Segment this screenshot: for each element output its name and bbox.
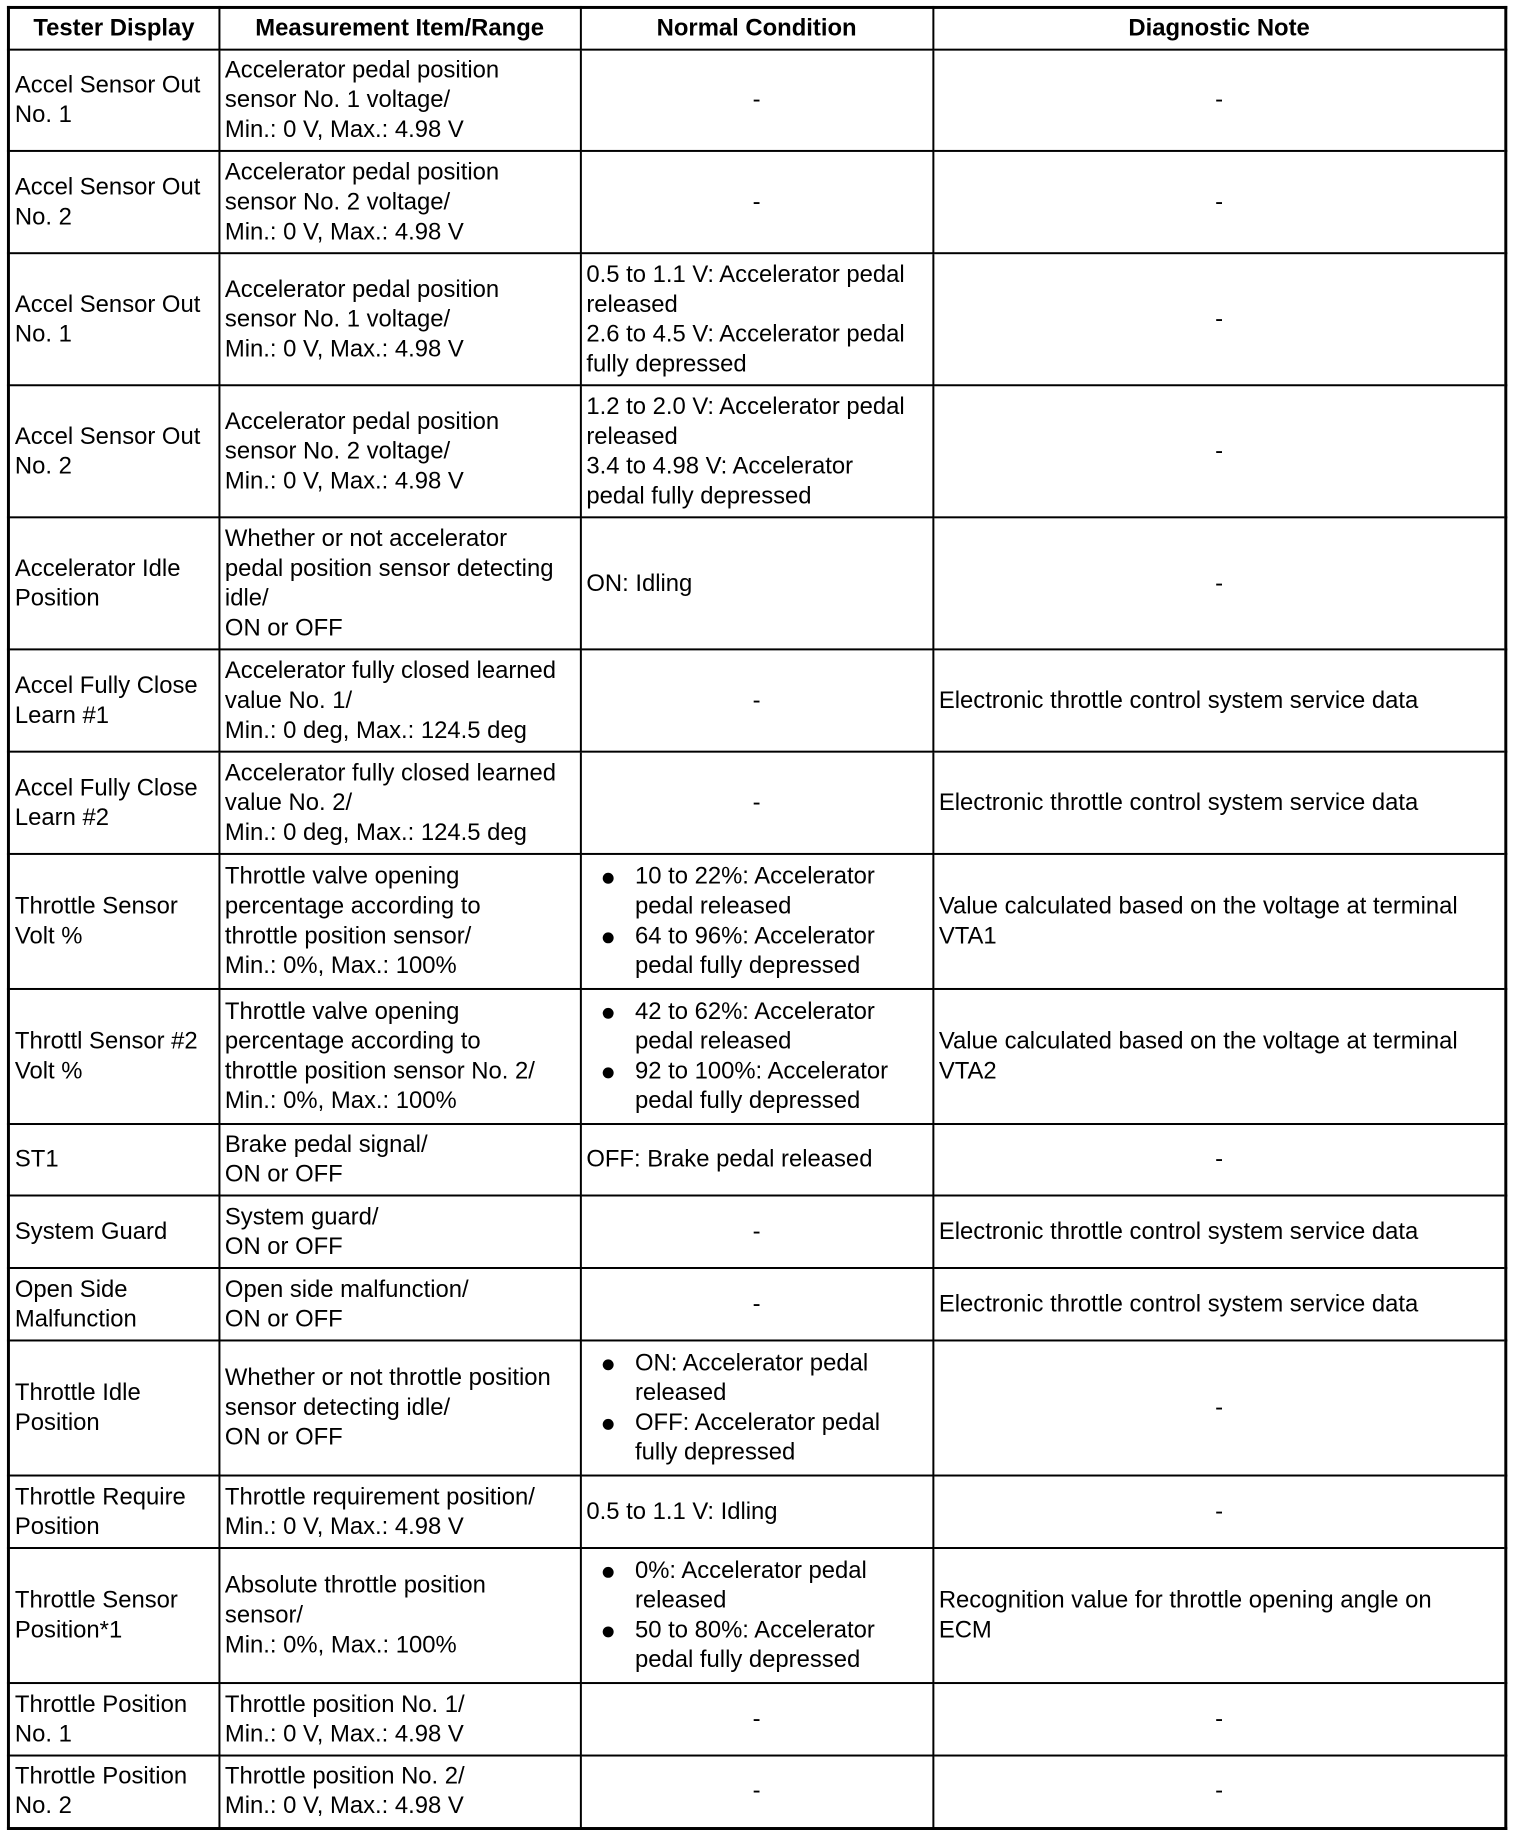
measurement-line: ON or OFF xyxy=(224,1305,343,1333)
bullet-line: 42 to 62%: Accelerator xyxy=(634,997,875,1025)
bullet-line: pedal fully depressed xyxy=(634,1087,861,1115)
diagnostic-note-line: - xyxy=(1215,1705,1224,1733)
cell-measurement-item xyxy=(219,253,580,385)
table-row xyxy=(8,1268,1505,1340)
measurement-line: sensor No. 2 voltage/ xyxy=(224,188,451,215)
cell-normal-condition xyxy=(580,253,932,385)
measurement-line: Brake pedal signal/ xyxy=(224,1130,428,1158)
cell-normal-condition xyxy=(580,1756,932,1828)
table-row xyxy=(8,253,1505,385)
cell-diagnostic-note xyxy=(933,517,1506,649)
cell-tester-display xyxy=(8,385,219,517)
measurement-line: pedal position sensor detecting xyxy=(224,554,554,582)
bullet-item xyxy=(586,1556,927,1616)
diagnostic-note-line: - xyxy=(1215,1145,1224,1173)
table-row xyxy=(8,50,1505,151)
tester-display-line: Accel Fully Close xyxy=(14,774,198,801)
normal-condition-line: - xyxy=(752,86,761,114)
bullet-item xyxy=(586,1616,927,1676)
cell-measurement-item xyxy=(219,752,580,854)
measurement-line: percentage according to xyxy=(224,892,481,920)
cell-tester-display xyxy=(8,1756,219,1828)
cell-measurement-item xyxy=(219,151,580,253)
table-row xyxy=(8,151,1505,253)
table-row xyxy=(8,649,1505,751)
diagnostic-note-line: VTA1 xyxy=(938,922,997,950)
bullet-icon xyxy=(602,873,613,884)
tester-display-line: No. 2 xyxy=(14,452,72,480)
cell-diagnostic-note xyxy=(933,1476,1506,1548)
measurement-line: Min.: 0 V, Max.: 4.98 V xyxy=(224,1792,464,1820)
cell-normal-condition xyxy=(580,1196,932,1268)
cell-measurement-item xyxy=(219,1196,580,1268)
measurement-line: ON or OFF xyxy=(224,1232,343,1260)
diagnostic-note-line: Electronic throttle control system service data xyxy=(938,1217,1419,1245)
diagnostic-note-line: - xyxy=(1215,569,1224,597)
measurement-line: idle/ xyxy=(224,584,269,612)
measurement-line: Accelerator pedal position xyxy=(224,158,500,186)
diagnostic-note-line: Electronic throttle control system service data xyxy=(938,788,1419,816)
measurement-line: Throttle position No. 2/ xyxy=(224,1762,465,1790)
tester-display-line: Learn #2 xyxy=(14,803,109,831)
bullet-line: released xyxy=(634,1586,727,1614)
cell-diagnostic-note xyxy=(933,1756,1506,1828)
diagnostic-note-line: ECM xyxy=(938,1616,992,1644)
cell-measurement-item xyxy=(219,1756,580,1828)
cell-tester-display xyxy=(8,1476,219,1548)
measurement-line: Throttle position No. 1/ xyxy=(224,1690,465,1718)
bullet-line: 10 to 22%: Accelerator xyxy=(634,862,875,890)
cell-tester-display xyxy=(8,253,219,385)
bullet-list xyxy=(586,1556,927,1675)
cell-normal-condition xyxy=(580,854,932,989)
tester-display-line: Throttle Position xyxy=(14,1762,188,1790)
cell-normal-condition xyxy=(580,1340,932,1475)
measurement-line: Accelerator pedal position xyxy=(224,275,500,303)
cell-measurement-item xyxy=(219,50,580,151)
measurement-line: sensor/ xyxy=(224,1601,304,1629)
bullet-item xyxy=(586,921,927,981)
tester-display-line: Malfunction xyxy=(14,1305,137,1333)
bullet-item xyxy=(586,1408,927,1468)
table-header-row xyxy=(8,7,1505,49)
measurement-line: Whether or not throttle position xyxy=(224,1364,551,1392)
measurement-line: Min.: 0 deg, Max.: 124.5 deg xyxy=(224,818,527,846)
tester-display-line: Open Side xyxy=(14,1275,128,1303)
measurement-line: value No. 2/ xyxy=(224,788,353,816)
cell-tester-display xyxy=(8,989,219,1124)
normal-condition-line: OFF: Brake pedal released xyxy=(586,1145,873,1173)
table-row xyxy=(8,989,1505,1124)
bullet-list xyxy=(586,997,927,1116)
cell-normal-condition xyxy=(580,151,932,253)
table-row xyxy=(8,1476,1505,1548)
table-row xyxy=(8,1548,1505,1683)
measurement-line: Min.: 0 V, Max.: 4.98 V xyxy=(224,1720,464,1748)
diagnostic-note-line: - xyxy=(1215,437,1224,465)
bullet-icon xyxy=(602,1567,613,1578)
normal-condition-line: - xyxy=(752,1290,761,1318)
cell-normal-condition xyxy=(580,1268,932,1340)
bullet-line: 50 to 80%: Accelerator xyxy=(634,1616,875,1644)
normal-condition-line: - xyxy=(752,1777,761,1805)
normal-condition-line: ON: Idling xyxy=(586,569,693,597)
cell-tester-display xyxy=(8,50,219,151)
measurement-line: Absolute throttle position xyxy=(224,1571,486,1599)
bullet-item xyxy=(586,862,927,922)
header-measurement-item: Measurement Item/Range xyxy=(219,7,580,49)
bullet-line: ON: Accelerator pedal xyxy=(634,1349,869,1377)
cell-tester-display xyxy=(8,752,219,854)
tester-display-line: Position*1 xyxy=(14,1616,123,1644)
bullet-list xyxy=(586,862,927,981)
cell-measurement-item xyxy=(219,1124,580,1195)
cell-measurement-item xyxy=(219,1476,580,1548)
diagnostic-note-line: VTA2 xyxy=(938,1057,997,1085)
bullet-item xyxy=(586,1056,927,1116)
diagnostic-note-line: - xyxy=(1215,188,1224,215)
cell-tester-display xyxy=(8,854,219,989)
tester-display-line: Accel Sensor Out xyxy=(14,422,201,450)
cell-tester-display xyxy=(8,649,219,751)
tester-display-line: Position xyxy=(14,1408,100,1436)
measurement-line: sensor No. 1 voltage/ xyxy=(224,86,451,114)
bullet-list xyxy=(586,1348,927,1467)
diagnostic-note-line: - xyxy=(1215,305,1224,333)
tester-display-line: Throttle Require xyxy=(14,1482,186,1510)
measurement-line: Open side malfunction/ xyxy=(224,1275,469,1303)
measurement-line: value No. 1/ xyxy=(224,686,353,714)
bullet-icon xyxy=(602,932,613,943)
measurement-line: Min.: 0 V, Max.: 4.98 V xyxy=(224,116,464,143)
normal-condition-line: 0.5 to 1.1 V: Accelerator pedal xyxy=(586,260,905,288)
bullet-line: pedal fully depressed xyxy=(634,952,861,980)
cell-measurement-item xyxy=(219,1548,580,1683)
measurement-line: Throttle requirement position/ xyxy=(224,1482,535,1510)
cell-diagnostic-note xyxy=(933,649,1506,751)
tester-display-line: Volt % xyxy=(14,922,83,950)
measurement-line: sensor No. 2 voltage/ xyxy=(224,437,451,465)
measurement-line: ON or OFF xyxy=(224,1160,343,1188)
cell-measurement-item xyxy=(219,385,580,517)
diagnostic-note-line: - xyxy=(1215,1394,1224,1421)
normal-condition-line: - xyxy=(752,188,761,215)
tester-display-line: Throttle Sensor xyxy=(14,1586,178,1614)
measurement-line: throttle position sensor/ xyxy=(224,922,472,950)
diagnostic-note-line: - xyxy=(1215,1497,1224,1525)
measurement-line: Accelerator fully closed learned xyxy=(224,656,557,684)
bullet-item xyxy=(586,997,927,1057)
tester-display-line: System Guard xyxy=(14,1217,168,1245)
bullet-icon xyxy=(602,1359,613,1370)
cell-measurement-item xyxy=(219,1268,580,1340)
measurement-line: Throttle valve opening xyxy=(224,862,460,890)
measurement-line: sensor detecting idle/ xyxy=(224,1394,451,1421)
bullet-line: 64 to 96%: Accelerator xyxy=(634,922,875,950)
cell-normal-condition xyxy=(580,50,932,151)
cell-diagnostic-note xyxy=(933,1548,1506,1683)
cell-diagnostic-note xyxy=(933,1683,1506,1755)
tester-display-line: Position xyxy=(14,1512,100,1540)
cell-tester-display xyxy=(8,1340,219,1475)
cell-measurement-item xyxy=(219,649,580,751)
cell-tester-display xyxy=(8,151,219,253)
cell-diagnostic-note xyxy=(933,253,1506,385)
header-diagnostic-note: Diagnostic Note xyxy=(933,7,1506,49)
bullet-line: pedal released xyxy=(634,892,792,920)
tester-display-line: Accel Sensor Out xyxy=(14,173,201,201)
diagnostic-note-line: Recognition value for throttle opening angle on xyxy=(938,1586,1432,1614)
measurement-line: Min.: 0%, Max.: 100% xyxy=(224,1631,457,1659)
measurement-line: Whether or not accelerator xyxy=(224,524,508,552)
normal-condition-line: 1.2 to 2.0 V: Accelerator pedal xyxy=(586,392,905,420)
tester-display-line: Accel Sensor Out xyxy=(14,71,201,99)
tester-display-line: Accelerator Idle xyxy=(14,554,181,582)
tester-display-line: Position xyxy=(14,584,100,612)
cell-diagnostic-note xyxy=(933,854,1506,989)
bullet-icon xyxy=(602,1008,613,1019)
measurement-line: Throttle valve opening xyxy=(224,997,460,1025)
table-row xyxy=(8,385,1505,517)
tester-display-line: No. 2 xyxy=(14,1792,72,1820)
bullet-line: OFF: Accelerator pedal xyxy=(634,1408,881,1436)
cell-normal-condition xyxy=(580,1124,932,1195)
measurement-line: Min.: 0 deg, Max.: 124.5 deg xyxy=(224,716,527,744)
normal-condition-line: released xyxy=(586,290,678,318)
bullet-line: pedal fully depressed xyxy=(634,1646,861,1674)
normal-condition-line: - xyxy=(752,1217,761,1245)
measurement-line: Min.: 0%, Max.: 100% xyxy=(224,1087,457,1115)
tester-display-line: Accel Sensor Out xyxy=(14,290,201,318)
diagnostic-note-line: - xyxy=(1215,86,1224,114)
cell-tester-display xyxy=(8,1268,219,1340)
table-row xyxy=(8,854,1505,989)
table-row xyxy=(8,1340,1505,1475)
cell-normal-condition xyxy=(580,1476,932,1548)
cell-diagnostic-note xyxy=(933,989,1506,1124)
cell-normal-condition xyxy=(580,649,932,751)
bullet-icon xyxy=(602,1067,613,1078)
measurement-line: System guard/ xyxy=(224,1202,379,1230)
normal-condition-line: - xyxy=(752,788,761,816)
cell-diagnostic-note xyxy=(933,50,1506,151)
tester-display-line: No. 1 xyxy=(14,1720,72,1748)
tester-display-line: Throttle Position xyxy=(14,1690,188,1718)
cell-normal-condition xyxy=(580,752,932,854)
header-normal-condition: Normal Condition xyxy=(580,7,932,49)
tester-display-line: No. 2 xyxy=(14,203,72,230)
cell-normal-condition xyxy=(580,385,932,517)
tester-display-line: ST1 xyxy=(14,1145,59,1173)
cell-measurement-item xyxy=(219,517,580,649)
measurement-line: Min.: 0 V, Max.: 4.98 V xyxy=(224,1512,464,1540)
cell-diagnostic-note xyxy=(933,151,1506,253)
tester-display-line: Throttle Idle xyxy=(14,1379,141,1407)
normal-condition-line: pedal fully depressed xyxy=(586,482,812,509)
measurement-line: percentage according to xyxy=(224,1027,481,1055)
cell-normal-condition xyxy=(580,1683,932,1755)
normal-condition-line: - xyxy=(752,686,761,714)
bullet-line: 92 to 100%: Accelerator xyxy=(634,1057,889,1085)
table-row xyxy=(8,1683,1505,1755)
table-row xyxy=(8,517,1505,649)
normal-condition-line: 0.5 to 1.1 V: Idling xyxy=(586,1497,778,1525)
cell-measurement-item xyxy=(219,1683,580,1755)
table-row xyxy=(8,1756,1505,1828)
measurement-line: Min.: 0%, Max.: 100% xyxy=(224,952,457,980)
measurement-line: Min.: 0 V, Max.: 4.98 V xyxy=(224,467,464,494)
normal-condition-line: 3.4 to 4.98 V: Accelerator xyxy=(586,452,854,480)
tester-display-line: Learn #1 xyxy=(14,701,109,729)
bullet-icon xyxy=(602,1419,613,1430)
cell-normal-condition xyxy=(580,989,932,1124)
tester-display-line: Volt % xyxy=(14,1057,83,1085)
cell-diagnostic-note xyxy=(933,1340,1506,1475)
diagnostic-note-line: Value calculated based on the voltage at terminal xyxy=(938,892,1458,920)
measurement-line: sensor No. 1 voltage/ xyxy=(224,305,451,333)
measurement-line: throttle position sensor No. 2/ xyxy=(224,1057,535,1085)
cell-normal-condition xyxy=(580,1548,932,1683)
bullet-line: fully depressed xyxy=(634,1438,796,1466)
cell-tester-display xyxy=(8,1683,219,1755)
cell-diagnostic-note xyxy=(933,752,1506,854)
measurement-line: Accelerator fully closed learned xyxy=(224,759,557,786)
cell-diagnostic-note xyxy=(933,1268,1506,1340)
cell-normal-condition xyxy=(580,517,932,649)
tester-display-line: Throttl Sensor #2 xyxy=(14,1027,198,1055)
normal-condition-line: released xyxy=(586,422,678,450)
cell-tester-display xyxy=(8,517,219,649)
bullet-line: pedal released xyxy=(634,1027,792,1055)
cell-diagnostic-note xyxy=(933,1124,1506,1195)
measurement-line: Accelerator pedal position xyxy=(224,56,500,84)
tester-display-line: Throttle Sensor xyxy=(14,892,178,920)
bullet-line: 0%: Accelerator pedal xyxy=(634,1556,867,1584)
cell-measurement-item xyxy=(219,854,580,989)
normal-condition-line: 2.6 to 4.5 V: Accelerator pedal xyxy=(586,320,905,348)
measurement-line: Min.: 0 V, Max.: 4.98 V xyxy=(224,217,464,245)
bullet-line: released xyxy=(634,1379,727,1407)
table-row xyxy=(8,752,1505,854)
cell-diagnostic-note xyxy=(933,385,1506,517)
diagnostic-note-line: - xyxy=(1215,1777,1224,1805)
cell-tester-display xyxy=(8,1124,219,1195)
cell-tester-display xyxy=(8,1548,219,1683)
table-row xyxy=(8,1196,1505,1268)
measurement-line: Accelerator pedal position xyxy=(224,407,500,435)
bullet-item xyxy=(586,1348,927,1408)
tester-display-line: No. 1 xyxy=(14,320,72,348)
measurement-line: ON or OFF xyxy=(224,614,343,641)
header-tester-display: Tester Display xyxy=(8,7,219,49)
diagnostic-note-line: Value calculated based on the voltage at terminal xyxy=(938,1027,1458,1055)
tester-display-line: No. 1 xyxy=(14,101,72,129)
cell-diagnostic-note xyxy=(933,1196,1506,1268)
bullet-icon xyxy=(602,1626,613,1637)
cell-measurement-item xyxy=(219,989,580,1124)
diagnostic-note-line: Electronic throttle control system service data xyxy=(938,686,1419,714)
measurement-line: ON or OFF xyxy=(224,1423,343,1451)
diagnostic-note-line: Electronic throttle control system service data xyxy=(938,1290,1419,1318)
diagnostic-data-table xyxy=(7,6,1507,1830)
cell-measurement-item xyxy=(219,1340,580,1475)
tester-display-line: Accel Fully Close xyxy=(14,671,198,699)
cell-tester-display xyxy=(8,1196,219,1268)
normal-condition-line: fully depressed xyxy=(586,350,747,377)
measurement-line: Min.: 0 V, Max.: 4.98 V xyxy=(224,335,464,362)
table-row xyxy=(8,1124,1505,1195)
normal-condition-line: - xyxy=(752,1705,761,1733)
